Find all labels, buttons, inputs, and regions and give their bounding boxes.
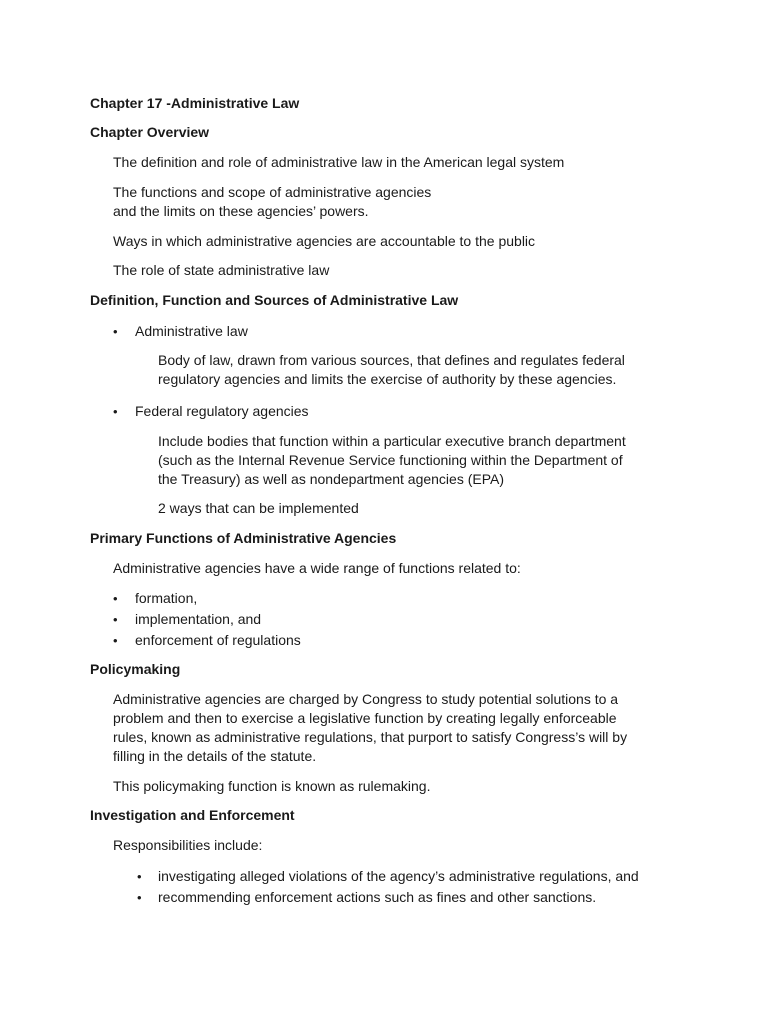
overview-item: The role of state administrative law — [113, 262, 330, 278]
list-item: investigating alleged violations of the agency’s administrative regulations, and — [158, 868, 639, 884]
overview-heading: Chapter Overview — [90, 124, 210, 140]
bullet: • — [113, 612, 118, 627]
bullet: • — [113, 591, 118, 606]
definition-text: regulatory agencies and limits the exercise of authority by these agencies. — [158, 371, 617, 387]
definition-text: (such as the Internal Revenue Service functioning within the Department of — [158, 452, 623, 468]
overview-item: The definition and role of administrative law in the American legal system — [113, 154, 565, 170]
policymaking-text: Administrative agencies are charged by Congress to study potential solutions to a — [113, 691, 619, 707]
list-item: implementation, and — [135, 611, 262, 627]
investigation-heading: Investigation and Enforcement — [90, 807, 295, 823]
bullet-federal-regulatory-agencies: Federal regulatory agencies — [135, 403, 309, 419]
policymaking-text: filling in the details of the statute. — [113, 748, 317, 764]
primary-intro: Administrative agencies have a wide range of functions related to: — [113, 560, 521, 576]
definition-heading: Definition, Function and Sources of Administrative Law — [90, 292, 459, 308]
primary-functions-heading: Primary Functions of Administrative Agencies — [90, 530, 397, 546]
list-item: recommending enforcement actions such as fines and other sanctions. — [158, 889, 597, 905]
overview-item: and the limits on these agencies’ powers. — [113, 203, 369, 219]
list-item: formation, — [135, 590, 198, 606]
policymaking-text: problem and then to exercise a legislative function by creating legally enforceable — [113, 710, 617, 726]
definition-note: 2 ways that can be implemented — [158, 500, 359, 516]
investigation-intro: Responsibilities include: — [113, 837, 263, 853]
list-item: enforcement of regulations — [135, 632, 301, 648]
definition-text: Include bodies that function within a particular executive branch department — [158, 433, 626, 449]
bullet: • — [113, 404, 118, 419]
bullet: • — [113, 633, 118, 648]
definition-text: the Treasury) as well as nondepartment agencies (EPA) — [158, 471, 505, 487]
policymaking-heading: Policymaking — [90, 661, 181, 677]
bullet-administrative-law: Administrative law — [135, 323, 248, 339]
bullet: • — [113, 324, 118, 339]
bullet: • — [137, 869, 142, 884]
policymaking-note: This policymaking function is known as rulemaking. — [113, 778, 431, 794]
definition-text: Body of law, drawn from various sources, that defines and regulates federal — [158, 352, 625, 368]
chapter-title: Chapter 17 -Administrative Law — [90, 95, 300, 111]
bullet: • — [137, 890, 142, 905]
policymaking-text: rules, known as administrative regulations, that purport to satisfy Congress’s will by — [113, 729, 628, 745]
overview-item: Ways in which administrative agencies are accountable to the public — [113, 233, 536, 249]
overview-item: The functions and scope of administrative agencies — [113, 184, 432, 200]
